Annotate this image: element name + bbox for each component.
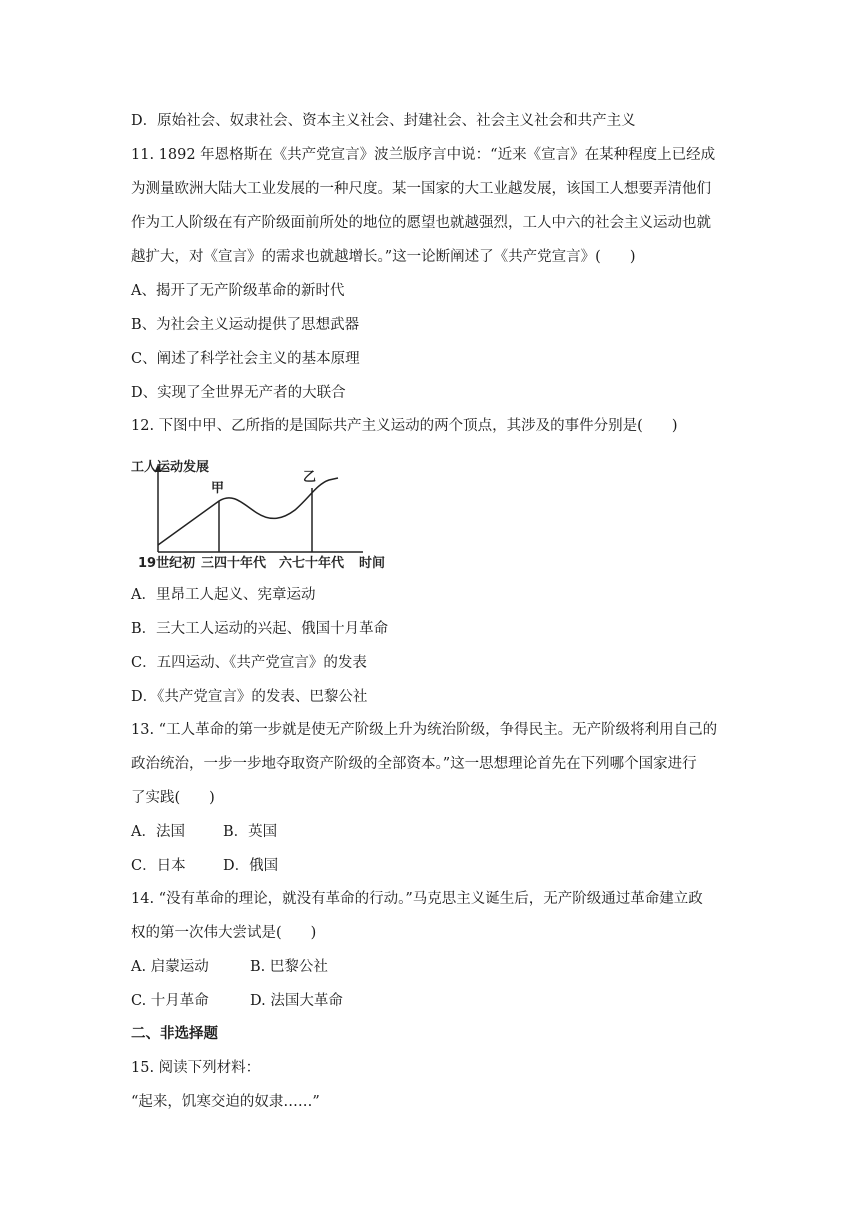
q15-stem: 15. 阅读下列材料： [131,1060,261,1076]
q14-option-a: A. 启蒙运动 [131,959,209,975]
peak-yi-label: 乙 [303,470,317,485]
q11-option-b: B、为社会主义运动提供了思想武器 [131,317,360,333]
q12-option-d: D．《共产党宣言》的发表、巴黎公社 [131,689,368,705]
q14-options-row2 [131,991,343,1011]
labor-movement-graph [131,450,401,574]
q11-option-c: C、阐述了科学社会主义的基本原理 [131,351,360,367]
tick-label-1: 19世纪初 [138,556,196,571]
q11-stem-line4: 越扩大，对《宣言》的需求也就越增长。”这一论断阐述了《共产党宣言》( ) [131,249,636,265]
q13-option-c: C．日本 [131,858,186,874]
q11-option-d: D、实现了全世界无产者的大联合 [131,385,346,401]
q13-stem-line1: 13. “工人革命的第一步就是使无产阶级上升为统治阶级，争得民主。无产阶级将利用自己的 [131,722,718,738]
q13-option-d: D．俄国 [223,858,279,874]
q14-options-row1 [131,957,328,977]
q13-option-b: B．英国 [223,824,278,840]
q14-option-b: B. 巴黎公社 [250,959,328,975]
tick-label-2: 三四十年代 [201,556,267,571]
q11-option-a: A、揭开了无产阶级革命的新时代 [131,283,345,299]
q12-option-a: A．里昂工人起义、宪章运动 [131,587,316,603]
q11-stem-line1: 11. 1892 年恩格斯在《共产党宣言》波兰版序言中说：“近来《宣言》在某种程度上已经成 [131,147,716,163]
q13-options-row2 [131,856,278,876]
q11-stem-line2: 为测量欧洲大陆大工业发展的一种尺度。某一国家的大工业越发展，该国工人想要弄清他们 [131,181,711,197]
q14-stem-line2: 权的第一次伟大尝试是( ) [131,925,317,941]
peak-jia-label: 甲 [211,481,225,496]
tick-label-3: 六七十年代 [279,556,345,571]
q13-options-row1 [131,822,277,842]
q13-stem-line3: 了实践( ) [131,790,215,806]
q14-stem-line1: 14. “没有革命的理论，就没有革命的行动。”马克思主义诞生后，无产阶级通过革命建立政 [131,891,703,907]
q13-stem-line2: 政治统治，一步一步地夺取资产阶级的全部资本。”这一思想理论首先在下列哪个国家进行 [131,756,697,772]
q14-option-c: C. 十月革命 [131,993,209,1009]
q10-option-d: D．原始社会、奴隶社会、资本主义社会、封建社会、社会主义社会和共产主义 [131,113,636,129]
section-heading: 二、非选择题 [131,1025,218,1042]
q14-option-d: D. 法国大革命 [250,993,343,1009]
q11-stem-line3: 作为工人阶级在有产阶级面前所处的地位的愿望也就越强烈，工人中六的社会主义运动也就 [131,215,711,231]
y-axis-label: 工人运动发展 [131,460,210,475]
q12-figure [131,450,401,574]
movement-curve [158,478,338,545]
x-axis-label: 时间 [359,556,386,571]
q15-quote: “起来，饥寒交迫的奴隶……” [131,1094,320,1110]
q12-option-b: B．三大工人运动的兴起、俄国十月革命 [131,621,389,637]
q13-option-a: A．法国 [131,824,185,840]
q12-stem: 12. 下图中甲、乙所指的是国际共产主义运动的两个顶点，其涉及的事件分别是( ) [131,418,678,434]
q12-option-c: C．五四运动、《共产党宣言》的发表 [131,655,367,671]
